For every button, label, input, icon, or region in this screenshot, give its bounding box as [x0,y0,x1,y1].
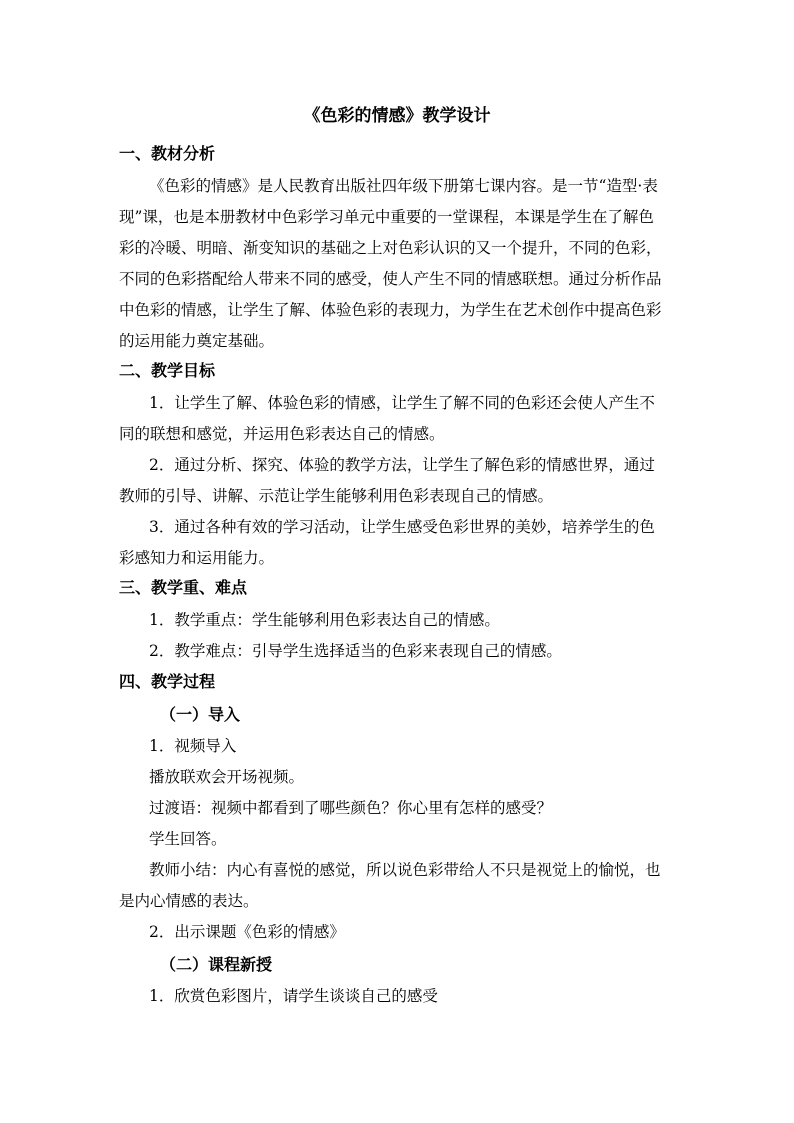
paragraph-line: 2．教学难点：引导学生选择适当的色彩来表现自己的情感。 [149,642,562,660]
document-title: 《色彩的情感》教学设计 [303,106,491,126]
paragraph-line: 过渡语：视频中都看到了哪些颜色？你心里有怎样的感受？ [149,799,553,817]
paragraph-line: 2．通过分析、探究、体验的教学方法，让学生了解色彩的情感世界，通过 [149,456,655,474]
paragraph-line: 播放联欢会开场视频。 [149,768,305,786]
paragraph-line: 1．教学重点：学生能够利用色彩表达自己的情感。 [149,611,500,629]
subsection-heading-2: （二）课程新授 [160,955,273,974]
section-heading-1: 一、教材分析 [119,144,216,163]
paragraph-line: 彩感知力和运用能力。 [119,549,275,567]
section-heading-3: 三、教学重、难点 [119,578,248,597]
paragraph-line: 同的联想和感觉，并运用色彩表达自己的情感。 [119,425,445,443]
paragraph-line: 教师的引导、讲解、示范让学生能够利用色彩表现自己的情感。 [119,487,554,505]
subsection-heading-1: （一）导入 [160,705,241,724]
paragraph-line: 1．欣赏色彩图片，请学生谈谈自己的感受 [149,987,438,1005]
paragraph-line: 《色彩的情感》是人民教育出版社四年级下册第七课内容。是一节“造型·表 [149,177,658,195]
paragraph-line: 2．出示课题《色彩的情感》 [149,923,345,941]
paragraph-line: 学生回答。 [149,830,227,848]
paragraph-line: 现”课，也是本册教材中色彩学习单元中重要的一堂课程，本课是学生在了解色 [119,208,654,226]
paragraph-line: 彩的冷暖、明暗、渐变知识的基础之上对色彩认识的又一个提升，不同的色彩， [119,239,662,257]
paragraph-line: 1．让学生了解、体验色彩的情感，让学生了解不同的色彩还会使人产生不 [149,394,655,412]
section-heading-2: 二、教学目标 [119,361,216,380]
section-heading-4: 四、教学过程 [119,672,216,691]
paragraph-line: 1．视频导入 [149,737,237,755]
paragraph-line: 中色彩的情感，让学生了解、体验色彩的表现力，为学生在艺术创作中提高色彩 [119,301,662,319]
paragraph-line: 3．通过各种有效的学习活动，让学生感受色彩世界的美妙，培养学生的色 [149,518,655,536]
paragraph-line: 不同的色彩搭配给人带来不同的感受，使人产生不同的情感联想。通过分析作品 [119,270,662,288]
paragraph-line: 是内心情感的表达。 [119,892,259,910]
paragraph-line: 教师小结：内心有喜悦的感觉，所以说色彩带给人不只是视觉上的愉悦，也 [149,861,661,879]
paragraph-line: 的运用能力奠定基础。 [119,332,275,350]
